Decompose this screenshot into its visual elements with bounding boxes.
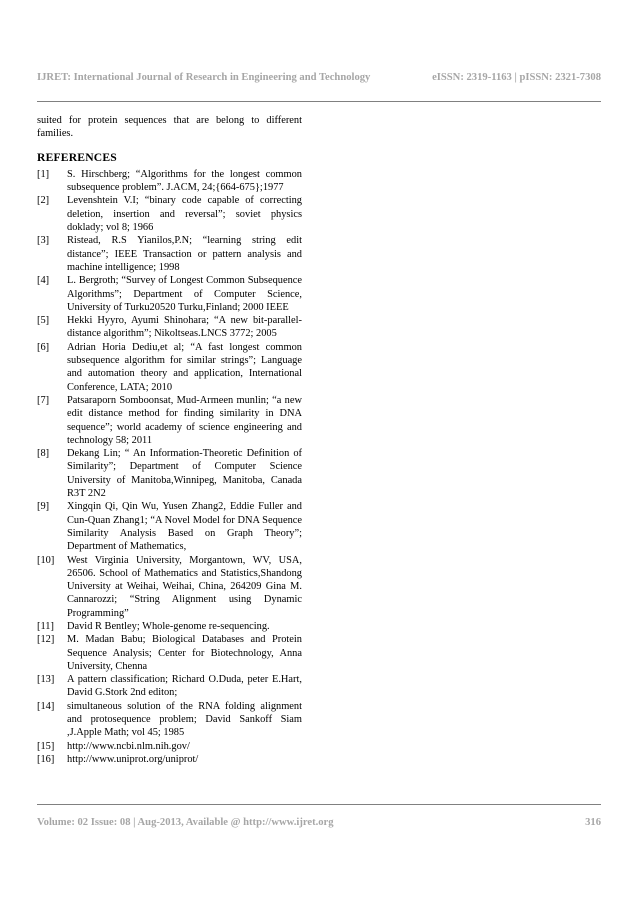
references-list xyxy=(37,168,302,766)
reference-text: simultaneous solution of the RNA folding alignment and protosequence problem; David Sankoff Siam ,J.Apple Math; vol 45; 1985 xyxy=(67,700,302,739)
page-number: 316 xyxy=(585,817,601,828)
reference-item xyxy=(37,554,302,620)
reference-item xyxy=(37,753,302,766)
reference-text: Dekang Lin; “ An Information-Theoretic Definition of Similarity”; Department of Computer Science University of Manitoba,Winnipeg, Manitoba, Canada R3T 2N2 xyxy=(67,448,302,500)
reference-text: http://www.ncbi.nlm.nih.gov/ xyxy=(67,740,190,752)
reference-text: Xingqin Qi, Qin Wu, Yusen Zhang2, Eddie Fuller and Cun-Quan Zhang1; “A Novel Model for DNA Sequence Similarity Analysis Based on Graph Theory”; Department of Mathematics, xyxy=(67,501,302,553)
reference-item xyxy=(37,620,302,633)
reference-item xyxy=(37,168,302,195)
reference-number: [5] xyxy=(37,315,50,327)
reference-item xyxy=(37,500,302,553)
reference-number: [1] xyxy=(37,168,50,180)
reference-number: [7] xyxy=(37,394,50,406)
reference-text: M. Madan Babu; Biological Databases and Protein Sequence Analysis; Center for Biotechnology, Anna University, Chenna xyxy=(67,634,302,672)
volume-info: Volume: 02 Issue: 08 | Aug-2013, Available @ http://www.ijret.org xyxy=(37,817,334,828)
reference-text: L. Bergroth; “Survey of Longest Common Subsequence Algorithms”; Department of Computer Science, University of Turku20520 Turku,Finland; 2000 IEEE xyxy=(67,275,302,313)
references-heading: REFERENCES xyxy=(37,150,117,164)
running-footer xyxy=(37,817,601,828)
reference-item xyxy=(37,740,302,753)
reference-number: [15] xyxy=(37,740,55,752)
reference-text: Patsaraporn Somboonsat, Mud-Armeen munlin; “a new edit distance method for finding similarity in DNA sequence”; world academy of science engineering and technology 58; 2011 xyxy=(67,394,302,446)
reference-number: [10] xyxy=(37,554,55,566)
reference-text: S. Hirschberg; “Algorithms for the longest common subsequence problem”. J.ACM, 24;{664-675};1977 xyxy=(67,168,302,194)
footer-divider xyxy=(37,804,601,805)
reference-text: West Virginia University, Morgantown, WV, USA, 26506. School of Mathematics and Statistics,Shandong University at Weihai, Weihai, China, 264209 Gina M. Cannarozzi; “String Alignment using Dynamic Programming” xyxy=(67,554,302,619)
reference-item xyxy=(37,314,302,341)
reference-text: Levenshtein V.I; “binary code capable of correcting deletion, insertion and reversal”; soviet physics doklady; vol 8; 1966 xyxy=(67,195,302,234)
reference-item xyxy=(37,274,302,314)
reference-number: [9] xyxy=(37,501,50,513)
running-header xyxy=(37,72,601,83)
reference-item xyxy=(37,700,302,740)
header-divider xyxy=(37,101,601,102)
reference-number: [13] xyxy=(37,674,55,686)
issn-text: eISSN: 2319-1163 | pISSN: 2321-7308 xyxy=(432,72,601,83)
left-column xyxy=(37,114,302,766)
reference-item xyxy=(37,447,302,500)
reference-number: [6] xyxy=(37,341,50,353)
reference-number: [4] xyxy=(37,275,50,287)
reference-number: [16] xyxy=(37,753,55,765)
reference-item xyxy=(37,341,302,394)
reference-item xyxy=(37,394,302,447)
reference-item xyxy=(37,673,302,700)
reference-item xyxy=(37,194,302,234)
reference-text: Adrian Horia Dediu,et al; “A fast longest common subsequence algorithm for similar strings”; Language and automation theory and application, International Conference, LATA; 2010 xyxy=(67,341,302,393)
reference-item xyxy=(37,234,302,274)
reference-item xyxy=(37,633,302,673)
reference-text: David R Bentley; Whole-genome re-sequencing. xyxy=(67,620,270,632)
journal-title: IJRET: International Journal of Research in Engineering and Technology xyxy=(37,72,371,83)
reference-text: http://www.uniprot.org/uniprot/ xyxy=(67,753,199,765)
reference-number: [3] xyxy=(37,235,50,247)
reference-number: [14] xyxy=(37,700,55,712)
reference-number: [8] xyxy=(37,448,50,460)
reference-text: A pattern classification; Richard O.Duda, peter E.Hart, David G.Stork 2nd editon; xyxy=(67,674,302,699)
reference-text: Hekki Hyyro, Ayumi Shinohara; “A new bit-parallel-distance algorithm”; Nikoltseas.LNCS 3772; 2005 xyxy=(67,315,302,340)
reference-number: [11] xyxy=(37,620,54,632)
reference-text: Ristead, R.S Yianilos,P.N; “learning string edit distance”; IEEE Transaction or pattern analysis and machine intelligence; 1998 xyxy=(67,235,302,273)
intro-paragraph: suited for protein sequences that are belong to different families. xyxy=(37,115,302,140)
reference-number: [12] xyxy=(37,634,55,646)
reference-number: [2] xyxy=(37,195,50,207)
